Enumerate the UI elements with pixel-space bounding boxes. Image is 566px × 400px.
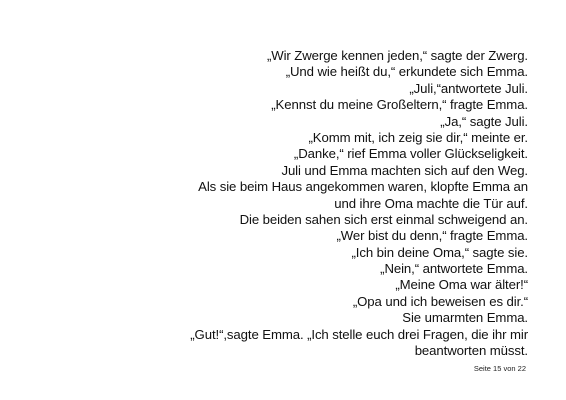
text-line: „Wer bist du denn,“ fragte Emma. xyxy=(336,228,528,244)
text-line: „Opa und ich beweisen es dir.“ xyxy=(352,293,528,309)
text-line: „Wir Zwerge kennen jeden,“ sagte der Zwerg. xyxy=(266,48,528,63)
text-line: „Juli,“antwortete Juli. xyxy=(409,80,528,96)
text-line: Die beiden sahen sich erst einmal schweigend an. xyxy=(239,211,528,227)
text-line: „Nein,“ antwortete Emma. xyxy=(380,261,528,277)
text-line: „Und wie heißt du,“ erkundete sich Emma. xyxy=(285,64,528,80)
text-line: Sie umarmten Emma. xyxy=(402,310,528,326)
text-line: „Kennst du meine Großeltern,“ fragte Emma. xyxy=(271,97,528,113)
text-line: „Danke,“ rief Emma voller Glückseligkeit. xyxy=(293,146,528,162)
text-line: „Ich bin deine Oma,“ sagte sie. xyxy=(351,244,528,260)
text-line: Als sie beim Haus angekommen waren, klopfte Emma an xyxy=(198,179,528,195)
text-line: beantworten müsst. xyxy=(414,343,528,359)
text-line: „Meine Oma war älter!“ xyxy=(395,277,528,293)
text-line: und ihre Oma machte die Tür auf. xyxy=(334,195,528,211)
page-number: Seite 15 von 22 xyxy=(473,364,526,373)
text-line: „Gut!“,sagte Emma. „Ich stelle euch drei Fragen, die ihr mir xyxy=(190,326,528,342)
text-line: „Ja,“ sagte Juli. xyxy=(440,113,528,129)
story-text xyxy=(168,48,528,359)
text-line: Juli und Emma machten sich auf den Weg. xyxy=(281,162,528,178)
text-line: „Komm mit, ich zeig sie dir,“ meinte er. xyxy=(308,129,528,145)
